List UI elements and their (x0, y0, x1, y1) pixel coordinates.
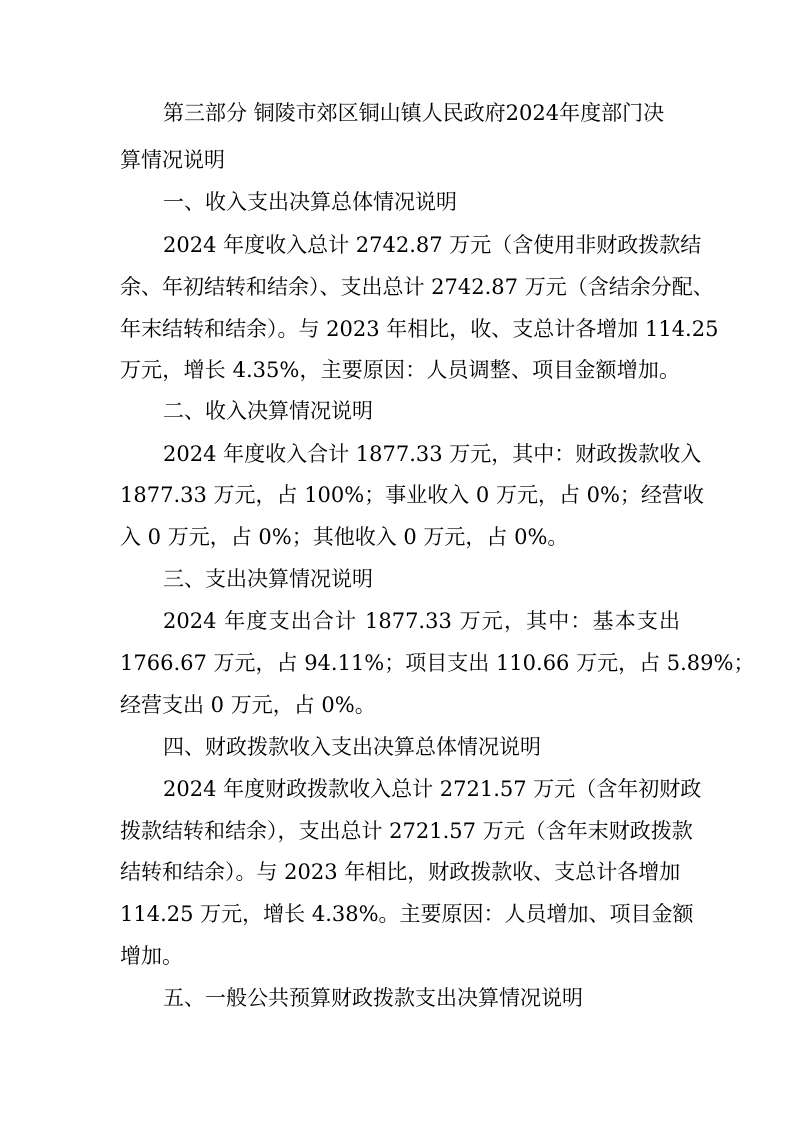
section-heading-2: 二、收入决算情况说明 (163, 399, 373, 423)
page-title-line-2: 算情况说明 (120, 148, 225, 172)
paragraph-line: 入 0 万元，占 0%；其他收入 0 万元，占 0%。 (120, 525, 569, 549)
paragraph-line: 2024 年度收入总计 2742.87 万元（含使用非财政拨款结 (163, 233, 702, 257)
paragraph-line: 拨款结转和结余），支出总计 2721.57 万元（含年末财政拨款 (120, 819, 693, 843)
paragraph-line: 余、年初结转和结余）、支出总计 2742.87 万元（含结余分配、 (120, 275, 714, 299)
paragraph-line: 2024 年度支出合计 1877.33 万元，其中：基本支出 (163, 609, 680, 633)
paragraph-line: 年末结转和结余）。与 2023 年相比，收、支总计各增加 114.25 (120, 317, 719, 341)
section-heading-1: 一、收入支出决算总体情况说明 (163, 190, 457, 214)
page-title-line-1: 第三部分 铜陵市郊区铜山镇人民政府2024年度部门决 (163, 101, 665, 125)
paragraph-line: 万元，增长 4.35%，主要原因：人员调整、项目金额增加。 (120, 358, 680, 382)
paragraph-line: 增加。 (120, 944, 183, 968)
paragraph-line: 1877.33 万元，占 100%；事业收入 0 万元，占 0%；经营收 (120, 483, 704, 507)
paragraph-line: 结转和结余）。与 2023 年相比，财政拨款收、支总计各增加 (120, 860, 681, 884)
paragraph-line: 经营支出 0 万元，占 0%。 (120, 693, 376, 717)
paragraph-line: 2024 年度财政拨款收入总计 2721.57 万元（含年初财政 (163, 777, 702, 801)
section-heading-3: 三、支出决算情况说明 (163, 567, 373, 591)
paragraph-line: 114.25 万元，增长 4.38%。主要原因：人员增加、项目金额 (120, 902, 694, 926)
paragraph-line: 2024 年度收入合计 1877.33 万元，其中：财政拨款收入 (163, 442, 702, 466)
section-heading-5: 五、一般公共预算财政拨款支出决算情况说明 (163, 986, 583, 1010)
paragraph-line: 1766.67 万元，占 94.11%；项目支出 110.66 万元，占 5.89%； (120, 651, 755, 675)
section-heading-4: 四、财政拨款收入支出决算总体情况说明 (163, 735, 541, 759)
